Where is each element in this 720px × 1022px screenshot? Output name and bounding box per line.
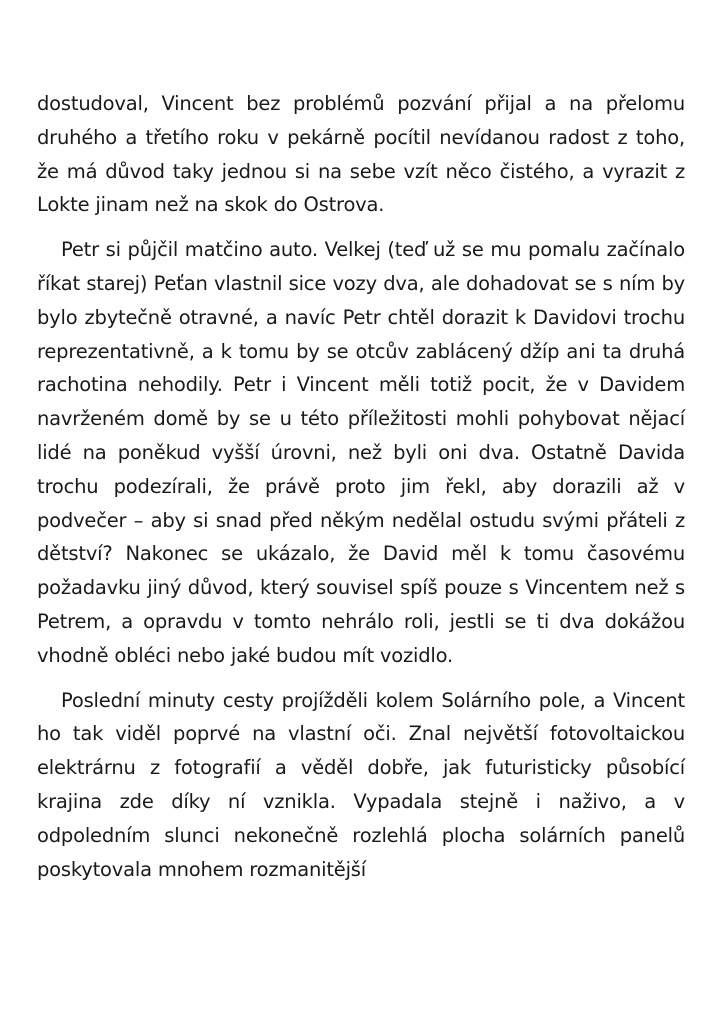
paragraph-2: Petr si půjčil matčino auto. Velkej (teď už se mu pomalu začínalo říkat starej) Peťan vlastnil sice vozy dva, ale dohadovat se s ním by bylo zbytečně otravné, a navíc Petr chtěl dorazit k Davidovi trochu reprezentativně, a k tomu by se otcův zablácený džíp ani ta druhá rachotina nehodily. Petr i Vincent měli totiž pocit, že v Davidem navrženém domě by se u této příležitosti mohli pohybovat nějací lidé na poněkud vyšší úrovni, než byli oni dva. Ostatně Davida trochu podezírali, že právě proto jim řekl, aby dorazili až v podvečer – aby si snad před někým nedělal ostudu svými přáteli z dětství? Nakonec se ukázalo, že David měl k tomu časovému požadavku jiný důvod, který souvisel spíš pouze s Vincentem než s Petrem, a opravdu v tomto nehrálo roli, jestli se ti dva dokážou vhodně obléci nebo jaké budou mít vozidlo. <box>37 238 685 667</box>
paragraph-3: Poslední minuty cesty projížděli kolem Solárního pole, a Vincent ho tak viděl poprvé na vlastní oči. Znal největší fotovoltaickou elektrárnu z fotografií a věděl dobře, jak futuristicky působící krajina zde díky ní vznikla. Vypadala stejně i naživo, a v odpoledním slunci nekonečně rozlehlá plocha solárních panelů poskytovala mnohem rozmanitější <box>37 688 685 881</box>
body-text <box>37 87 685 897</box>
paragraph-1: dostudoval, Vincent bez problémů pozvání přijal a na přelomu druhého a třetího roku v pekárně pocítil nevídanou radost z toho, že má důvod taky jednou si na sebe vzít něco čistého, a vyrazit z Lokte jinam než na skok do Ostrova. <box>37 92 685 217</box>
